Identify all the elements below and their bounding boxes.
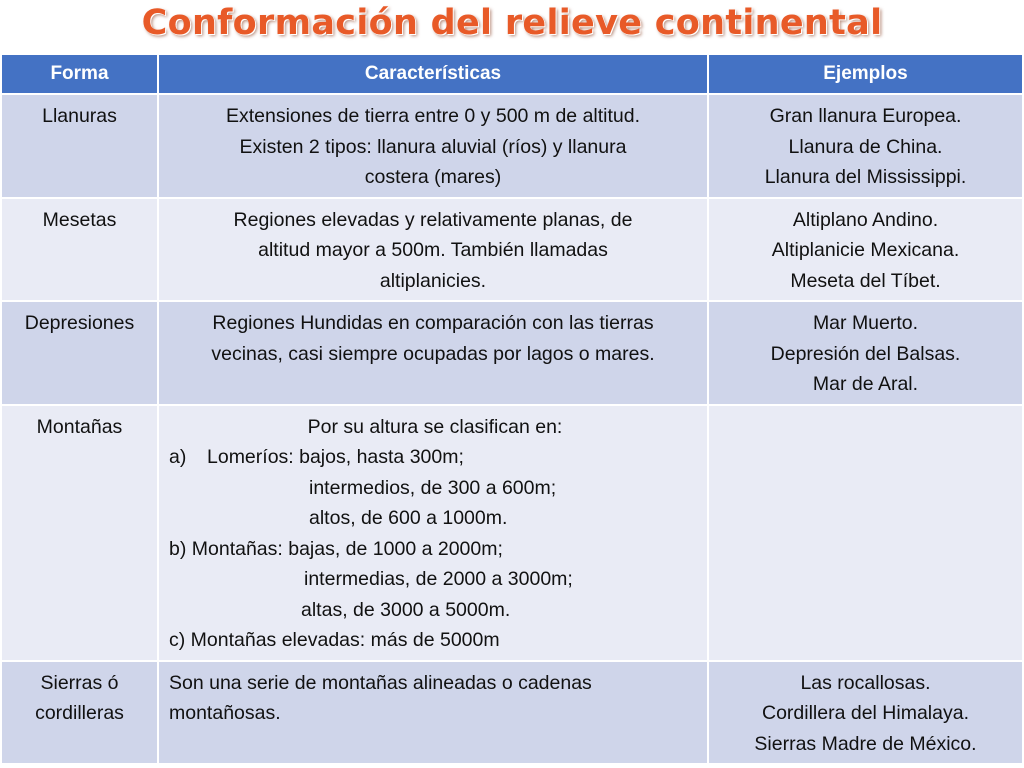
forma-cell	[2, 301, 158, 405]
caracteristicas-line: Extensiones de tierra entre 0 y 500 m de altitud.	[225, 105, 641, 127]
caracteristicas-intro: Por su altura se clasifican en:	[307, 415, 563, 438]
caracteristicas-cell	[158, 198, 708, 302]
caracteristicas-cell	[158, 94, 708, 198]
forma-text: Mesetas	[42, 208, 117, 231]
forma-text: cordilleras	[35, 702, 124, 724]
caracteristicas-line: costera (mares)	[364, 166, 502, 188]
ejemplos-cell	[708, 661, 1022, 764]
caracteristicas-line: vecinas, casi siempre ocupadas por lagos o mares.	[211, 342, 655, 365]
ejemplo-line: Llanura del Mississippi.	[764, 166, 967, 188]
ejemplo-line: Cordillera del Himalaya.	[762, 702, 969, 724]
ejemplo-line: Mar Muerto.	[812, 312, 919, 334]
list-item-b: b) Montañas: bajas, de 1000 a 2000m;	[169, 537, 503, 560]
ejemplo-line: Las rocallosas.	[800, 671, 931, 694]
table-row	[2, 405, 1022, 661]
forma-text: Sierras ó	[40, 671, 119, 694]
caracteristicas-line: Regiones elevadas y relativamente planas, de	[233, 208, 633, 231]
relief-table	[2, 55, 1022, 763]
list-item-a	[169, 442, 701, 473]
forma-cell	[2, 661, 158, 764]
caracteristicas-cell	[158, 405, 708, 661]
caracteristicas-line: Son una serie de montañas alineadas o cadenas	[169, 671, 592, 694]
list-marker: a)	[169, 446, 187, 468]
list-subitem: altas, de 3000 a 5000m.	[301, 598, 511, 621]
header-caracteristicas: Características	[158, 55, 708, 94]
header-forma: Forma	[2, 55, 158, 94]
ejemplo-line: Mar de Aral.	[812, 373, 919, 395]
caracteristicas-cell	[158, 661, 708, 764]
page-title: Conformación del relieve continental	[141, 3, 883, 43]
table-header-row	[2, 55, 1022, 94]
ejemplos-cell	[708, 94, 1022, 198]
caracteristicas-line: montañosas.	[169, 702, 281, 724]
forma-cell	[2, 405, 158, 661]
caracteristicas-line: altiplanicies.	[379, 269, 487, 292]
ejemplo-line: Depresión del Balsas.	[770, 342, 961, 365]
forma-text: Montañas	[36, 415, 123, 438]
caracteristicas-line: Existen 2 tipos: llanura aluvial (ríos) y llanura	[239, 135, 627, 158]
ejemplos-cell	[708, 198, 1022, 302]
list-subitem: altos, de 600 a 1000m.	[309, 507, 508, 529]
list-subitem: intermedios, de 300 a 600m;	[309, 476, 557, 499]
caracteristicas-line: Regiones Hundidas en comparación con las tierras	[212, 312, 654, 334]
table-row	[2, 94, 1022, 198]
ejemplo-line: Llanura de China.	[788, 135, 943, 158]
forma-cell	[2, 94, 158, 198]
list-item-text: Lomeríos: bajos, hasta 300m;	[207, 446, 464, 468]
ejemplo-line: Sierras Madre de México.	[754, 732, 977, 755]
table-row	[2, 301, 1022, 405]
caracteristicas-line: altitud mayor a 500m. También llamadas	[258, 239, 608, 261]
ejemplos-cell	[708, 405, 1022, 661]
table-row	[2, 661, 1022, 764]
forma-text: Depresiones	[24, 312, 135, 334]
header-ejemplos: Ejemplos	[708, 55, 1022, 94]
list-subitem: intermedias, de 2000 a 3000m;	[304, 568, 573, 590]
list-item-c: c) Montañas elevadas: más de 5000m	[169, 629, 500, 651]
ejemplo-line: Meseta del Tíbet.	[790, 269, 941, 292]
ejemplo-line: Gran llanura Europea.	[769, 105, 962, 127]
forma-text: Llanuras	[42, 105, 117, 127]
forma-cell	[2, 198, 158, 302]
caracteristicas-cell	[158, 301, 708, 405]
ejemplo-line: Altiplanicie Mexicana.	[771, 239, 960, 261]
ejemplo-line: Altiplano Andino.	[792, 208, 939, 231]
ejemplos-cell	[708, 301, 1022, 405]
table-row	[2, 198, 1022, 302]
